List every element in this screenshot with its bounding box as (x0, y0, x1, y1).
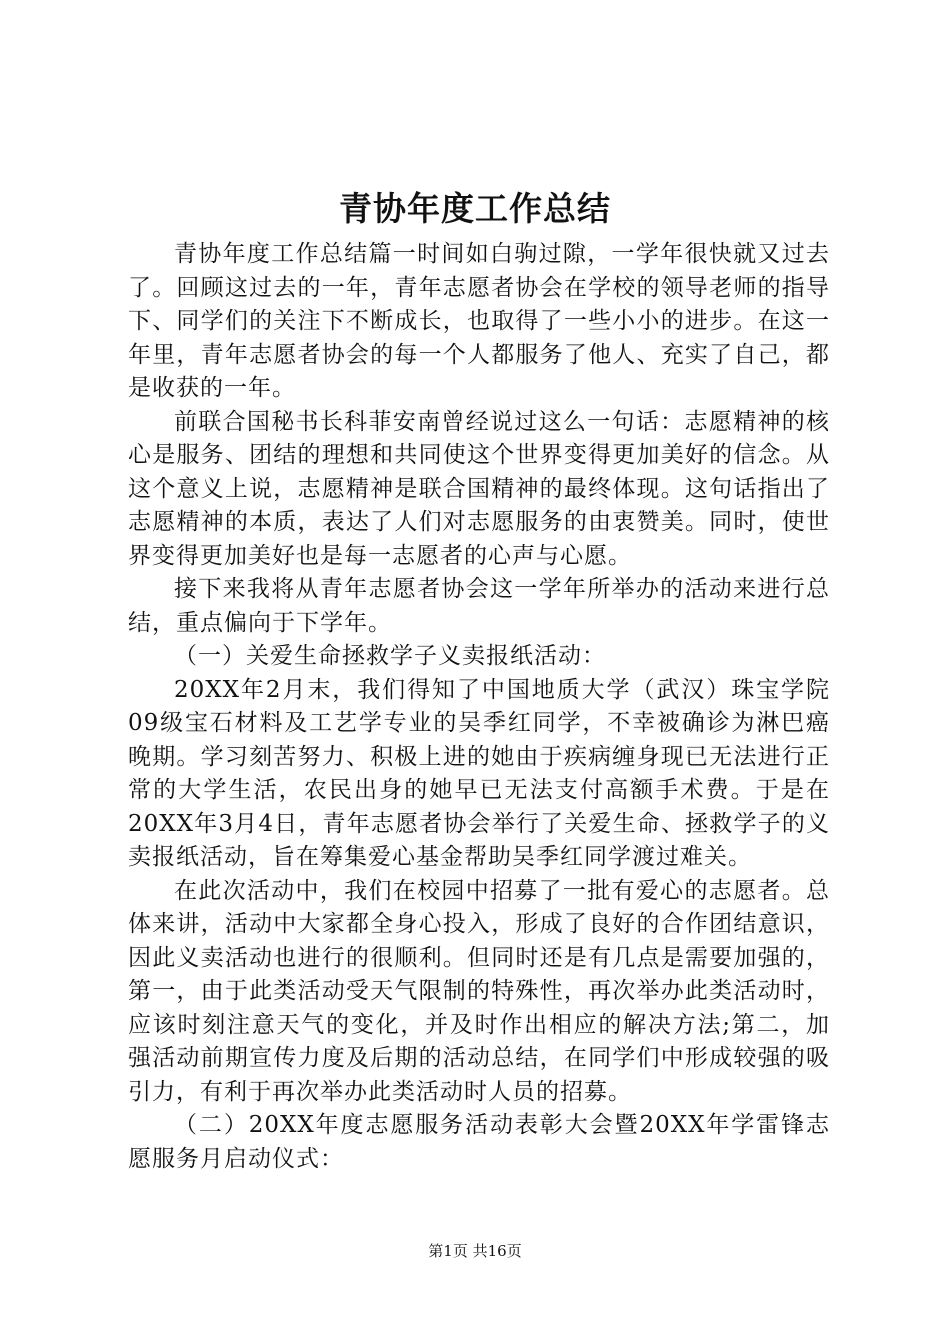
paragraph-event-background: 20XX年2月末，我们得知了中国地质大学（武汉）珠宝学院09级宝石材料及工艺学专业的吴季红同学，不幸被确诊为淋巴癌晚期。学习刻苦努力、积极上进的她由于疾病缠身现已无法进行正常的大学生活，农民出身的她早已无法支付高额手术费。于是在20XX年3月4日，青年志愿者协会举行了关爱生命、拯救学子的义卖报纸活动，旨在筹集爱心基金帮助吴季红同学渡过难关。 (128, 676, 830, 870)
paragraph-annan-quote: 前联合国秘书长科菲安南曾经说过这么一句话：志愿精神的核心是服务、团结的理想和共同使这个世界变得更加美好的信念。从这个意义上说，志愿精神是联合国精神的最终体现。这句话指出了志愿精神的本质，表达了人们对志愿服务的由衷赞美。同时，使世界变得更加美好也是每一志愿者的心声与心愿。 (128, 408, 830, 569)
paragraph-summary-plan: 接下来我将从青年志愿者协会这一学年所举办的活动来进行总结，重点偏向于下学年。 (128, 576, 830, 636)
document-title: 青协年度工作总结 (339, 189, 611, 228)
paragraph-event-review: 在此次活动中，我们在校园中招募了一批有爱心的志愿者。总体来讲，活动中大家都全身心投入，形成了良好的合作团结意识，因此义卖活动也进行的很顺利。但同时还是有几点是需要加强的，第一，由于此类活动受天气限制的特殊性，再次举办此类活动时，应该时刻注意天气的变化，并及时作出相应的解决方法;第二，加强活动前期宣传力度及后期的活动总结，在同学们中形成较强的吸引力，有利于再次举办此类活动时人员的招募。 (128, 877, 830, 1105)
section-heading-1: （一）关爱生命拯救学子义卖报纸活动： (174, 643, 606, 669)
section-heading-2: （二）20XX年度志愿服务活动表彰大会暨20XX年学雷锋志愿服务月启动仪式： (128, 1112, 830, 1172)
paragraph-intro: 青协年度工作总结篇一时间如白驹过隙，一学年很快就又过去了。回顾这过去的一年，青年志愿者协会在学校的领导老师的指导下、同学们的关注下不断成长，也取得了一些小小的进步。在这一年里，青年志愿者协会的每一个人都服务了他人、充实了自己，都是收获的一年。 (128, 241, 830, 401)
page-number-footer: 第1页 共16页 (428, 1242, 522, 1260)
document-body (128, 238, 830, 1176)
